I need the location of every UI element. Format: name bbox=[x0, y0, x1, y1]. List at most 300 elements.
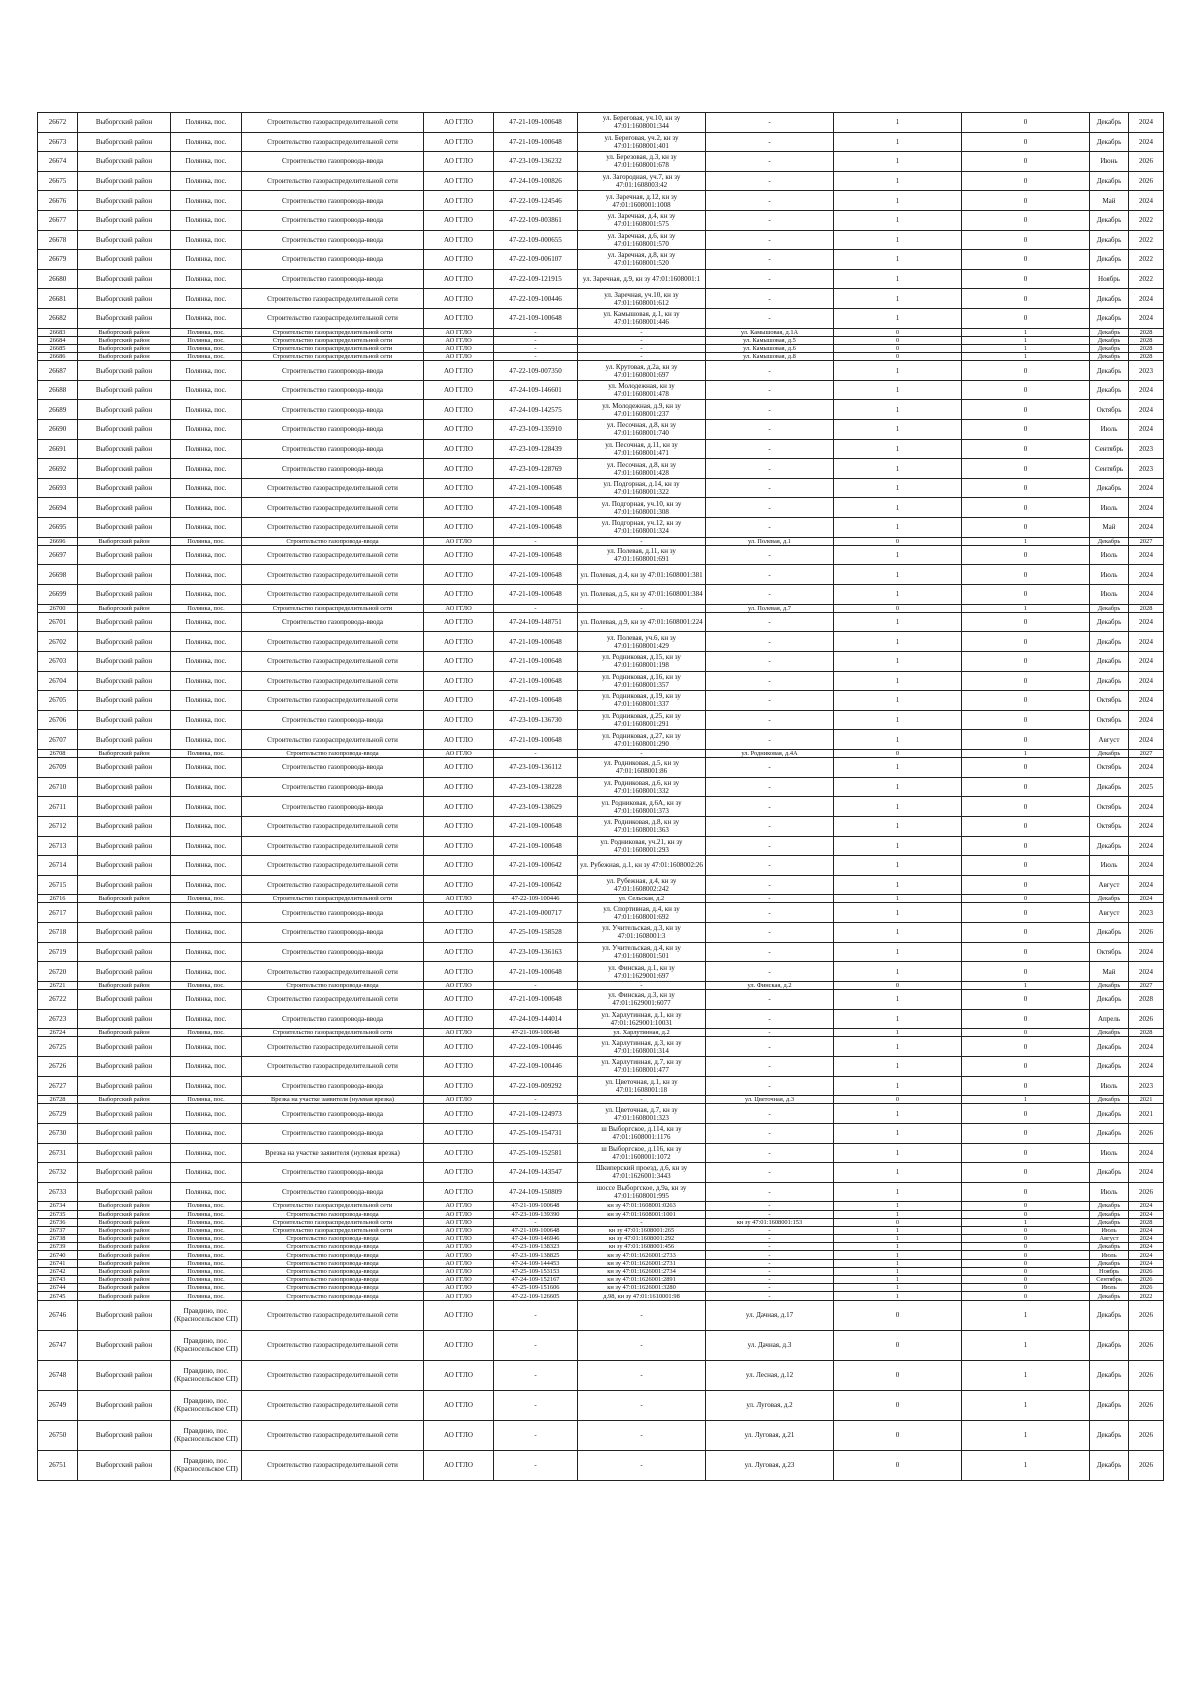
work-type-cell: Строительство газораспределительной сети bbox=[242, 1226, 424, 1234]
organization-cell: АО ГГЛО bbox=[424, 289, 494, 309]
row-number-cell: 26727 bbox=[38, 1076, 78, 1096]
work-type-cell: Строительство газораспределительной сети bbox=[242, 875, 424, 895]
application-number-cell: 47-21-109-100648 bbox=[494, 816, 578, 836]
cadastral-address-cell: ул. Подгорная, уч.12, кн зу 47:01:1608001:324 bbox=[578, 518, 706, 538]
planned-address-cell: - bbox=[706, 565, 834, 585]
work-type-cell: Строительство газораспределительной сети bbox=[242, 132, 424, 152]
work-type-cell: Строительство газопровода-ввода bbox=[242, 710, 424, 730]
count-existing-cell: 1 bbox=[834, 269, 962, 289]
settlement-cell: Полянка, пос. bbox=[171, 730, 242, 750]
district-cell: Выборгский район bbox=[78, 730, 171, 750]
planned-address-cell: ул. Луговая, д.2 bbox=[706, 1390, 834, 1420]
application-number-cell: - bbox=[494, 1450, 578, 1480]
work-type-cell: Строительство газопровода-ввода bbox=[242, 923, 424, 943]
year-cell: 2024 bbox=[1129, 113, 1164, 133]
work-type-cell: Строительство газораспределительной сети bbox=[242, 1202, 424, 1210]
count-existing-cell: 0 bbox=[834, 353, 962, 361]
cadastral-address-cell: ул. Заречная, д.12, кн зу 47:01:1608001:1008 bbox=[578, 191, 706, 211]
month-cell: Октябрь bbox=[1090, 691, 1129, 711]
planned-address-cell: - bbox=[706, 1037, 834, 1057]
count-planned-cell: 0 bbox=[962, 1292, 1090, 1300]
district-cell: Выборгский район bbox=[78, 942, 171, 962]
month-cell: Июль bbox=[1090, 1226, 1129, 1234]
application-number-cell: 47-24-109-152167 bbox=[494, 1276, 578, 1284]
cadastral-address-cell: кн зу 47:01:1608001:265 bbox=[578, 1226, 706, 1234]
organization-cell: АО ГГЛО bbox=[424, 344, 494, 352]
cadastral-address-cell: - bbox=[578, 1420, 706, 1450]
count-existing-cell: 1 bbox=[834, 1284, 962, 1292]
count-existing-cell: 1 bbox=[834, 171, 962, 191]
table-row bbox=[38, 308, 1164, 328]
month-cell: Декабрь bbox=[1090, 1057, 1129, 1077]
row-number-cell: 26696 bbox=[38, 537, 78, 545]
organization-cell: АО ГГЛО bbox=[424, 1284, 494, 1292]
planned-address-cell: - bbox=[706, 1163, 834, 1183]
district-cell: Выборгский район bbox=[78, 308, 171, 328]
organization-cell: АО ГГЛО bbox=[424, 152, 494, 172]
district-cell: Выборгский район bbox=[78, 1276, 171, 1284]
cadastral-address-cell: - bbox=[578, 1330, 706, 1360]
district-cell: Выборгский район bbox=[78, 230, 171, 250]
application-number-cell: - bbox=[494, 981, 578, 989]
row-number-cell: 26733 bbox=[38, 1182, 78, 1202]
district-cell: Выборгский район bbox=[78, 1251, 171, 1259]
count-planned-cell: 0 bbox=[962, 380, 1090, 400]
planned-address-cell: ул. Финская, д.2 bbox=[706, 981, 834, 989]
application-number-cell: 47-21-109-100648 bbox=[494, 730, 578, 750]
month-cell: Июль bbox=[1090, 1284, 1129, 1292]
count-existing-cell: 1 bbox=[834, 498, 962, 518]
planned-address-cell: - bbox=[706, 856, 834, 876]
count-existing-cell: 1 bbox=[834, 777, 962, 797]
count-existing-cell: 1 bbox=[834, 230, 962, 250]
cadastral-address-cell: - bbox=[578, 604, 706, 612]
table-row bbox=[38, 585, 1164, 605]
planned-address-cell: - bbox=[706, 671, 834, 691]
table-row bbox=[38, 361, 1164, 381]
organization-cell: АО ГГЛО bbox=[424, 113, 494, 133]
settlement-cell: Полянка, пос. bbox=[171, 1226, 242, 1234]
table-row bbox=[38, 459, 1164, 479]
row-number-cell: 26738 bbox=[38, 1235, 78, 1243]
planned-address-cell: - bbox=[706, 289, 834, 309]
row-number-cell: 26724 bbox=[38, 1029, 78, 1037]
settlement-cell: Полянка, пос. bbox=[171, 1202, 242, 1210]
settlement-cell: Полянка, пос. bbox=[171, 903, 242, 923]
planned-address-cell: ул. Луговая, д.23 bbox=[706, 1450, 834, 1480]
organization-cell: АО ГГЛО bbox=[424, 361, 494, 381]
district-cell: Выборгский район bbox=[78, 990, 171, 1010]
row-number-cell: 26742 bbox=[38, 1267, 78, 1275]
planned-address-cell: - bbox=[706, 797, 834, 817]
cadastral-address-cell: ул. Сельская, д.2 bbox=[578, 895, 706, 903]
organization-cell: АО ГГЛО bbox=[424, 171, 494, 191]
work-type-cell: Строительство газопровода-ввода bbox=[242, 152, 424, 172]
district-cell: Выборгский район bbox=[78, 632, 171, 652]
organization-cell: АО ГГЛО bbox=[424, 518, 494, 538]
work-type-cell: Строительство газопровода-ввода bbox=[242, 1123, 424, 1143]
year-cell: 2022 bbox=[1129, 1292, 1164, 1300]
count-planned-cell: 0 bbox=[962, 1104, 1090, 1124]
organization-cell: АО ГГЛО bbox=[424, 856, 494, 876]
table-row bbox=[38, 230, 1164, 250]
table-row bbox=[38, 962, 1164, 982]
application-number-cell: 47-21-109-100648 bbox=[494, 545, 578, 565]
count-existing-cell: 1 bbox=[834, 1076, 962, 1096]
district-cell: Выборгский район bbox=[78, 691, 171, 711]
month-cell: Декабрь bbox=[1090, 361, 1129, 381]
table-row bbox=[38, 856, 1164, 876]
table-row bbox=[38, 816, 1164, 836]
month-cell: Сентябрь bbox=[1090, 459, 1129, 479]
table-row bbox=[38, 380, 1164, 400]
planned-address-cell: - bbox=[706, 942, 834, 962]
month-cell: Декабрь bbox=[1090, 478, 1129, 498]
work-type-cell: Строительство газопровода-ввода bbox=[242, 439, 424, 459]
month-cell: Октябрь bbox=[1090, 942, 1129, 962]
work-type-cell: Строительство газораспределительной сети bbox=[242, 308, 424, 328]
table-row bbox=[38, 895, 1164, 903]
work-type-cell: Строительство газопровода-ввода bbox=[242, 942, 424, 962]
count-planned-cell: 0 bbox=[962, 269, 1090, 289]
month-cell: Декабрь bbox=[1090, 1300, 1129, 1330]
organization-cell: АО ГГЛО bbox=[424, 1360, 494, 1390]
count-existing-cell: 1 bbox=[834, 895, 962, 903]
district-cell: Выборгский район bbox=[78, 671, 171, 691]
cadastral-address-cell: - bbox=[578, 353, 706, 361]
work-type-cell: Строительство газопровода-ввода bbox=[242, 230, 424, 250]
settlement-cell: Полянка, пос. bbox=[171, 856, 242, 876]
application-number-cell: 47-22-109-009292 bbox=[494, 1076, 578, 1096]
month-cell: Декабрь bbox=[1090, 1450, 1129, 1480]
district-cell: Выборгский район bbox=[78, 420, 171, 440]
year-cell: 2024 bbox=[1129, 1243, 1164, 1251]
organization-cell: АО ГГЛО bbox=[424, 651, 494, 671]
year-cell: 2028 bbox=[1129, 328, 1164, 336]
month-cell: Декабрь bbox=[1090, 1330, 1129, 1360]
work-type-cell: Строительство газораспределительной сети bbox=[242, 545, 424, 565]
count-existing-cell: 1 bbox=[834, 797, 962, 817]
table-row bbox=[38, 836, 1164, 856]
table-row bbox=[38, 1235, 1164, 1243]
month-cell: Июль bbox=[1090, 1076, 1129, 1096]
count-planned-cell: 0 bbox=[962, 1037, 1090, 1057]
year-cell: 2024 bbox=[1129, 1235, 1164, 1243]
organization-cell: АО ГГЛО bbox=[424, 1076, 494, 1096]
month-cell: Декабрь bbox=[1090, 777, 1129, 797]
year-cell: 2023 bbox=[1129, 903, 1164, 923]
row-number-cell: 26673 bbox=[38, 132, 78, 152]
table-row bbox=[38, 353, 1164, 361]
count-existing-cell: 1 bbox=[834, 191, 962, 211]
year-cell: 2024 bbox=[1129, 478, 1164, 498]
count-planned-cell: 1 bbox=[962, 604, 1090, 612]
organization-cell: АО ГГЛО bbox=[424, 1276, 494, 1284]
count-existing-cell: 0 bbox=[834, 328, 962, 336]
application-number-cell: 47-22-109-000655 bbox=[494, 230, 578, 250]
cadastral-address-cell: ул. Заречная, д.8, кн зу 47:01:1608001:520 bbox=[578, 250, 706, 270]
year-cell: 2026 bbox=[1129, 1182, 1164, 1202]
month-cell: Июль bbox=[1090, 1182, 1129, 1202]
month-cell: Декабрь bbox=[1090, 1029, 1129, 1037]
organization-cell: АО ГГЛО bbox=[424, 353, 494, 361]
month-cell: Декабрь bbox=[1090, 1292, 1129, 1300]
settlement-cell: Полянка, пос. bbox=[171, 1123, 242, 1143]
application-number-cell: - bbox=[494, 1096, 578, 1104]
district-cell: Выборгский район bbox=[78, 604, 171, 612]
work-type-cell: Строительство газораспределительной сети bbox=[242, 1037, 424, 1057]
month-cell: Декабрь bbox=[1090, 749, 1129, 757]
month-cell: Август bbox=[1090, 730, 1129, 750]
year-cell: 2024 bbox=[1129, 816, 1164, 836]
year-cell: 2026 bbox=[1129, 1420, 1164, 1450]
cadastral-address-cell: ул. Учительская, д.3, кн зу 47:01:1608001:3 bbox=[578, 923, 706, 943]
work-type-cell: Строительство газопровода-ввода bbox=[242, 1267, 424, 1275]
year-cell: 2024 bbox=[1129, 836, 1164, 856]
table-row bbox=[38, 1143, 1164, 1163]
count-existing-cell: 0 bbox=[834, 1450, 962, 1480]
count-planned-cell: 0 bbox=[962, 990, 1090, 1010]
application-number-cell: 47-23-109-138323 bbox=[494, 1243, 578, 1251]
planned-address-cell: - bbox=[706, 895, 834, 903]
count-existing-cell: 1 bbox=[834, 459, 962, 479]
table-row bbox=[38, 730, 1164, 750]
table-row bbox=[38, 545, 1164, 565]
year-cell: 2024 bbox=[1129, 856, 1164, 876]
count-planned-cell: 0 bbox=[962, 308, 1090, 328]
count-existing-cell: 1 bbox=[834, 903, 962, 923]
planned-address-cell: - bbox=[706, 710, 834, 730]
count-planned-cell: 0 bbox=[962, 632, 1090, 652]
count-planned-cell: 0 bbox=[962, 250, 1090, 270]
organization-cell: АО ГГЛО bbox=[424, 1182, 494, 1202]
month-cell: Ноябрь bbox=[1090, 1267, 1129, 1275]
work-type-cell: Строительство газопровода-ввода bbox=[242, 191, 424, 211]
year-cell: 2026 bbox=[1129, 1450, 1164, 1480]
month-cell: Декабрь bbox=[1090, 250, 1129, 270]
table-row bbox=[38, 1226, 1164, 1234]
settlement-cell: Правдино, пос. (Красносельское СП) bbox=[171, 1390, 242, 1420]
row-number-cell: 26722 bbox=[38, 990, 78, 1010]
row-number-cell: 26676 bbox=[38, 191, 78, 211]
work-type-cell: Строительство газопровода-ввода bbox=[242, 1292, 424, 1300]
work-type-cell: Строительство газопровода-ввода bbox=[242, 1009, 424, 1029]
cadastral-address-cell: ул. Заречная, д.4, кн зу 47:01:1608001:575 bbox=[578, 210, 706, 230]
count-planned-cell: 0 bbox=[962, 289, 1090, 309]
year-cell: 2024 bbox=[1129, 289, 1164, 309]
organization-cell: АО ГГЛО bbox=[424, 269, 494, 289]
count-planned-cell: 1 bbox=[962, 1420, 1090, 1450]
cadastral-address-cell: кн зу 47:01:1626001:2891 bbox=[578, 1276, 706, 1284]
district-cell: Выборгский район bbox=[78, 353, 171, 361]
table-row bbox=[38, 1420, 1164, 1450]
cadastral-address-cell: ул. Харлутинная, д.3, кн зу 47:01:1608001:314 bbox=[578, 1037, 706, 1057]
district-cell: Выборгский район bbox=[78, 289, 171, 309]
table-row bbox=[38, 1218, 1164, 1226]
table-row bbox=[38, 344, 1164, 352]
organization-cell: АО ГГЛО bbox=[424, 923, 494, 943]
settlement-cell: Полянка, пос. bbox=[171, 191, 242, 211]
application-number-cell: 47-22-109-003861 bbox=[494, 210, 578, 230]
row-number-cell: 26748 bbox=[38, 1360, 78, 1390]
cadastral-address-cell: ул. Береговая, уч.10, кн зу 47:01:1608001:344 bbox=[578, 113, 706, 133]
organization-cell: АО ГГЛО bbox=[424, 1123, 494, 1143]
planned-address-cell: - bbox=[706, 962, 834, 982]
work-type-cell: Строительство газораспределительной сети bbox=[242, 816, 424, 836]
table-row bbox=[38, 1450, 1164, 1480]
district-cell: Выборгский район bbox=[78, 1390, 171, 1420]
work-type-cell: Строительство газораспределительной сети bbox=[242, 1450, 424, 1480]
count-existing-cell: 0 bbox=[834, 1390, 962, 1420]
count-existing-cell: 1 bbox=[834, 1143, 962, 1163]
year-cell: 2026 bbox=[1129, 1276, 1164, 1284]
count-planned-cell: 0 bbox=[962, 651, 1090, 671]
application-number-cell: 47-22-109-007350 bbox=[494, 361, 578, 381]
work-type-cell: Строительство газораспределительной сети bbox=[242, 113, 424, 133]
row-number-cell: 26717 bbox=[38, 903, 78, 923]
count-planned-cell: 1 bbox=[962, 749, 1090, 757]
district-cell: Выборгский район bbox=[78, 1096, 171, 1104]
district-cell: Выборгский район bbox=[78, 1235, 171, 1243]
row-number-cell: 26751 bbox=[38, 1450, 78, 1480]
year-cell: 2024 bbox=[1129, 797, 1164, 817]
organization-cell: АО ГГЛО bbox=[424, 1210, 494, 1218]
count-planned-cell: 0 bbox=[962, 459, 1090, 479]
settlement-cell: Полянка, пос. bbox=[171, 269, 242, 289]
table-row bbox=[38, 1360, 1164, 1390]
organization-cell: АО ГГЛО bbox=[424, 585, 494, 605]
organization-cell: АО ГГЛО bbox=[424, 962, 494, 982]
settlement-cell: Полянка, пос. bbox=[171, 777, 242, 797]
table-row bbox=[38, 651, 1164, 671]
month-cell: Декабрь bbox=[1090, 1123, 1129, 1143]
district-cell: Выборгский район bbox=[78, 565, 171, 585]
work-type-cell: Строительство газопровода-ввода bbox=[242, 1276, 424, 1284]
month-cell: Июль bbox=[1090, 856, 1129, 876]
year-cell: 2024 bbox=[1129, 380, 1164, 400]
row-number-cell: 26716 bbox=[38, 895, 78, 903]
work-type-cell: Строительство газораспределительной сети bbox=[242, 518, 424, 538]
table-row bbox=[38, 990, 1164, 1010]
year-cell: 2024 bbox=[1129, 1210, 1164, 1218]
month-cell: Декабрь bbox=[1090, 230, 1129, 250]
table-row bbox=[38, 691, 1164, 711]
planned-address-cell: - bbox=[706, 1104, 834, 1124]
settlement-cell: Полянка, пос. bbox=[171, 1251, 242, 1259]
district-cell: Выборгский район bbox=[78, 545, 171, 565]
application-number-cell: 47-21-109-100642 bbox=[494, 856, 578, 876]
district-cell: Выборгский район bbox=[78, 439, 171, 459]
month-cell: Октябрь bbox=[1090, 797, 1129, 817]
cadastral-address-cell: ул. Полевая, д.4, кн зу 47:01:1608001:381 bbox=[578, 565, 706, 585]
row-number-cell: 26711 bbox=[38, 797, 78, 817]
row-number-cell: 26714 bbox=[38, 856, 78, 876]
organization-cell: АО ГГЛО bbox=[424, 537, 494, 545]
cadastral-address-cell: ул. Родниковая, уч.21, кн зу 47:01:1608001:293 bbox=[578, 836, 706, 856]
row-number-cell: 26701 bbox=[38, 612, 78, 632]
year-cell: 2024 bbox=[1129, 565, 1164, 585]
application-number-cell: 47-21-109-100648 bbox=[494, 518, 578, 538]
count-existing-cell: 1 bbox=[834, 730, 962, 750]
row-number-cell: 26718 bbox=[38, 923, 78, 943]
table-row bbox=[38, 1251, 1164, 1259]
district-cell: Выборгский район bbox=[78, 250, 171, 270]
table-row bbox=[38, 1104, 1164, 1124]
year-cell: 2026 bbox=[1129, 1267, 1164, 1275]
month-cell: Декабрь bbox=[1090, 1096, 1129, 1104]
work-type-cell: Строительство газопровода-ввода bbox=[242, 361, 424, 381]
year-cell: 2022 bbox=[1129, 250, 1164, 270]
district-cell: Выборгский район bbox=[78, 777, 171, 797]
count-planned-cell: 0 bbox=[962, 478, 1090, 498]
row-number-cell: 26690 bbox=[38, 420, 78, 440]
work-type-cell: Строительство газопровода-ввода bbox=[242, 981, 424, 989]
organization-cell: АО ГГЛО bbox=[424, 400, 494, 420]
row-number-cell: 26731 bbox=[38, 1143, 78, 1163]
month-cell: Декабрь bbox=[1090, 344, 1129, 352]
cadastral-address-cell: - bbox=[578, 537, 706, 545]
count-existing-cell: 1 bbox=[834, 875, 962, 895]
table-row bbox=[38, 289, 1164, 309]
count-existing-cell: 0 bbox=[834, 336, 962, 344]
settlement-cell: Полянка, пос. bbox=[171, 981, 242, 989]
row-number-cell: 26730 bbox=[38, 1123, 78, 1143]
table-row bbox=[38, 1163, 1164, 1183]
work-type-cell: Строительство газопровода-ввода bbox=[242, 269, 424, 289]
count-existing-cell: 1 bbox=[834, 113, 962, 133]
count-planned-cell: 0 bbox=[962, 1163, 1090, 1183]
count-existing-cell: 1 bbox=[834, 545, 962, 565]
count-existing-cell: 1 bbox=[834, 1123, 962, 1143]
count-existing-cell: 1 bbox=[834, 400, 962, 420]
row-number-cell: 26709 bbox=[38, 758, 78, 778]
planned-address-cell: ул. Полевая, д.1 bbox=[706, 537, 834, 545]
count-existing-cell: 1 bbox=[834, 1276, 962, 1284]
month-cell: Декабрь bbox=[1090, 612, 1129, 632]
count-planned-cell: 0 bbox=[962, 1259, 1090, 1267]
organization-cell: АО ГГЛО bbox=[424, 1243, 494, 1251]
district-cell: Выборгский район bbox=[78, 361, 171, 381]
cadastral-address-cell: - bbox=[578, 1390, 706, 1420]
organization-cell: АО ГГЛО bbox=[424, 1226, 494, 1234]
application-number-cell: - bbox=[494, 344, 578, 352]
row-number-cell: 26694 bbox=[38, 498, 78, 518]
table-row bbox=[38, 210, 1164, 230]
district-cell: Выборгский район bbox=[78, 336, 171, 344]
month-cell: Декабрь bbox=[1090, 836, 1129, 856]
table-row bbox=[38, 1300, 1164, 1330]
count-planned-cell: 0 bbox=[962, 1210, 1090, 1218]
count-planned-cell: 0 bbox=[962, 777, 1090, 797]
planned-address-cell: - bbox=[706, 691, 834, 711]
cadastral-address-cell: - bbox=[578, 1218, 706, 1226]
settlement-cell: Полянка, пос. bbox=[171, 1243, 242, 1251]
count-existing-cell: 1 bbox=[834, 1292, 962, 1300]
district-cell: Выборгский район bbox=[78, 344, 171, 352]
cadastral-address-cell: ул. Харлутинная, д.7, кн зу 47:01:1608001:477 bbox=[578, 1057, 706, 1077]
organization-cell: АО ГГЛО bbox=[424, 1292, 494, 1300]
row-number-cell: 26721 bbox=[38, 981, 78, 989]
work-type-cell: Строительство газопровода-ввода bbox=[242, 612, 424, 632]
row-number-cell: 26689 bbox=[38, 400, 78, 420]
count-planned-cell: 0 bbox=[962, 439, 1090, 459]
planned-address-cell: - bbox=[706, 191, 834, 211]
work-type-cell: Строительство газораспределительной сети bbox=[242, 1300, 424, 1330]
cadastral-address-cell: - bbox=[578, 1096, 706, 1104]
table-row bbox=[38, 439, 1164, 459]
month-cell: Декабрь bbox=[1090, 1163, 1129, 1183]
year-cell: 2027 bbox=[1129, 981, 1164, 989]
